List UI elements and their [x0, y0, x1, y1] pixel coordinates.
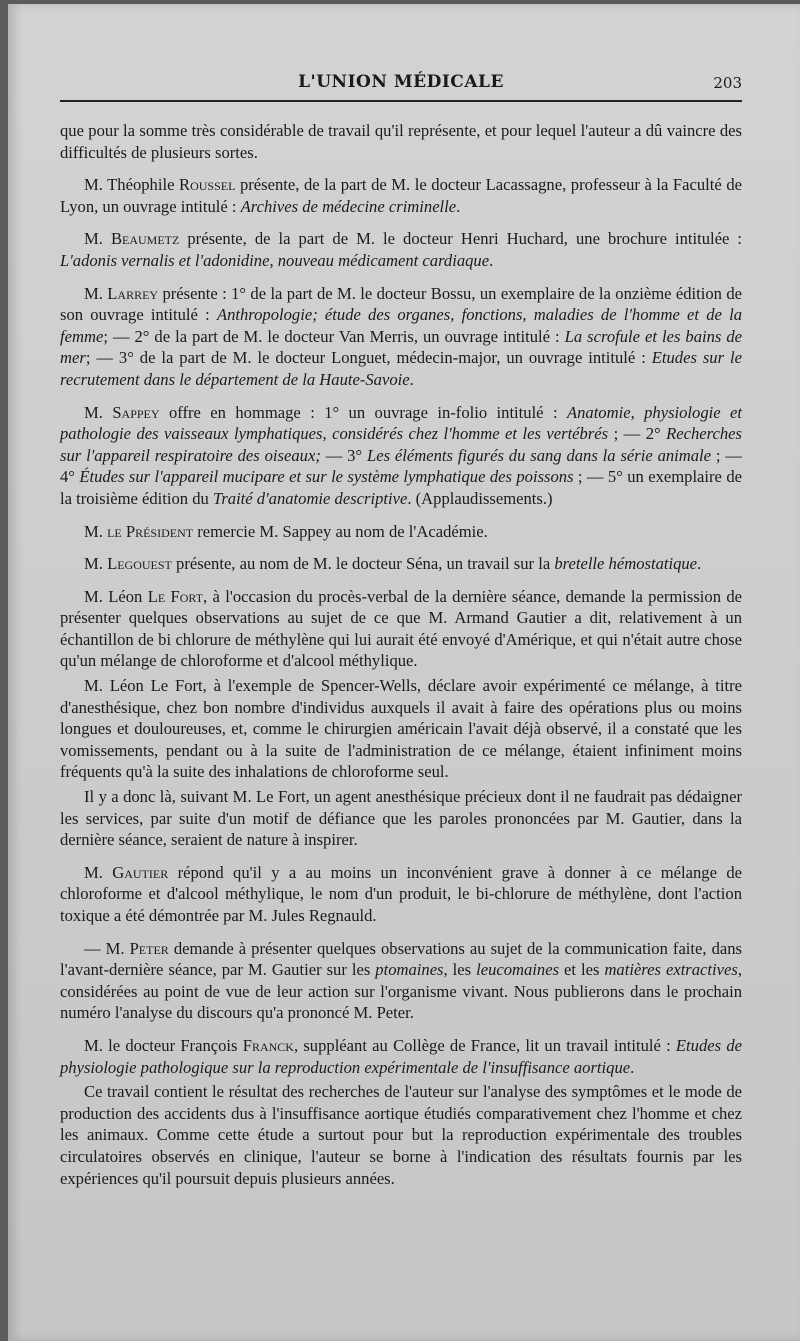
person-name: Sappey [112, 402, 160, 422]
person-name: le Président [107, 521, 194, 541]
paragraph-p2 [60, 174, 742, 217]
paragraph-p4 [60, 283, 742, 391]
text-run: ; — 2° [608, 424, 667, 444]
paragraph-p11 [60, 862, 742, 927]
article-body [60, 120, 742, 1200]
text-run: présente, de la part de M. le docteur Henri Huchard, une brochure intitulée : [179, 229, 742, 249]
paragraph-p6 [60, 521, 742, 543]
text-run: — M. [84, 938, 130, 958]
text-run: , à l'occasion du procès-verbal de la dernière séance, demande la permission de présenter quelques observations au sujet de ce que M. Armand Gautier a dit, relativement à un échantillon de bi chlorure de méthylène qui lui aurait été envoyé d'Amérique, et qui n'était autre chose qu'un mélange de chloroforme et d'alcool méthylique. [60, 586, 742, 671]
person-name: Beaumetz [110, 229, 180, 249]
running-title: L'UNION MÉDICALE [298, 72, 504, 92]
person-name: Le Fort [147, 586, 204, 606]
page-number: 203 [713, 74, 742, 92]
italic-title: Etudes de physiologie pathologique sur la reproduction expérimentale de l'insuffisance aortique [60, 1035, 742, 1077]
text-run: offre en hommage : 1° un ouvrage in-folio intitulé : [159, 402, 567, 422]
text-run: M. [84, 521, 108, 541]
paragraph-p12 [60, 938, 742, 1024]
text-run: , suppléant au Collège de France, lit un travail intitulé : [293, 1035, 676, 1055]
text-run: répond qu'il y a au moins un inconvénient grave à donner à ce mélange de chloroforme et d'alcool méthylique, le nom d'un produit, le bi-chlorure de méthylène, dont l'action toxique a été démontrée par M. Jules Regnauld. [60, 862, 742, 925]
text-run: M. le docteur François [84, 1035, 243, 1055]
person-name: Peter [129, 938, 169, 958]
paragraph-p10 [60, 786, 742, 851]
text-run: M. [84, 554, 108, 574]
text-run: M. Léon [84, 586, 148, 606]
text-run: . [409, 369, 414, 389]
text-run: M. [84, 862, 113, 882]
italic-title: matières extractives [604, 960, 738, 980]
person-name: Gautier [112, 862, 169, 882]
italic-title: leucomaines [476, 960, 560, 980]
italic-title: Etudes sur le recrutement dans le département de la Haute-Savoie [60, 348, 742, 389]
text-run: ; — 4° [60, 445, 742, 487]
text-run: ; — 2° de la part de M. le docteur Van Merris, un ouvrage intitulé : [103, 326, 565, 346]
paragraph-p9 [60, 675, 742, 783]
paragraph-p3 [60, 228, 742, 271]
text-run: M. Léon Le Fort, à l'exemple de Spencer-Wells, déclare avoir expérimenté ce mélange, à titre d'anesthésique, chez bon nombre d'individus auxquels il avait à faire des opérations plus ou moins longues et douloureuses, et, comme le chirurgien américain l'avait déjà observé, il a constaté que les vomissements, pendant ou à la suite de l'administration de ce mélange, étaient infiniment moins fréquents qu'à la suite des inhalations de chloroforme seul. [60, 676, 742, 782]
text-run: que pour la somme très considérable de travail qu'il représente, et pour lequel l'auteur a dû vaincre des difficultés de plusieurs sortes. [60, 121, 742, 162]
italic-title: Archives de médecine criminelle [240, 196, 457, 216]
text-run: demande à présenter quelques observations au sujet de la communication faite, dans l'avant-dernière séance, par M. Gautier sur les [60, 938, 742, 980]
person-name: Larrey [107, 283, 159, 303]
person-name: Legouest [107, 554, 172, 574]
journal-page [8, 4, 800, 1341]
text-run: . [456, 196, 461, 216]
person-name: Roussel [179, 175, 236, 195]
italic-title: Les éléments figurés du sang dans la série animale [366, 445, 712, 465]
italic-title: L'adonis vernalis et l'adonidine, nouveau médicament cardiaque [60, 250, 490, 270]
text-run: M. [84, 229, 111, 249]
text-run: . [489, 250, 494, 270]
paragraph-p8 [60, 586, 742, 672]
italic-title: Anatomie, physiologie et pathologie des vaisseaux lymphatiques, considérés chez l'homme et les vertébrés [60, 402, 742, 444]
text-run: ; — 3° de la part de M. le docteur Longuet, médecin-major, un ouvrage intitulé : [85, 348, 652, 368]
text-run: remercie M. Sappey au nom de l'Académie. [193, 521, 488, 541]
text-run: M. [84, 402, 113, 422]
paragraph-p14 [60, 1081, 742, 1189]
text-run: présente, de la part de M. le docteur Lacassagne, professeur à la Faculté de Lyon, un ouvrage intitulé : [60, 175, 742, 216]
paragraph-p7 [60, 553, 742, 575]
text-run: présente, au nom de M. le docteur Séna, un travail sur la [171, 554, 555, 574]
page-header [60, 70, 742, 102]
italic-title: Anthropologie; étude des organes, fonctions, maladies de l'homme et de la femme [60, 305, 742, 346]
text-run: , les [443, 960, 477, 980]
text-run: et les [559, 960, 605, 980]
text-run: , considérées au point de vue de leur action sur l'organisme vivant. Nous publierons dans le prochain numéro l'analyse du discours qu'a prononcé M. Peter. [60, 960, 742, 1023]
paragraph-p13 [60, 1035, 742, 1078]
italic-title: Études sur l'appareil mucipare et sur le système lymphatique des poissons [79, 467, 574, 487]
italic-title: Recherches sur l'appareil respiratoire des oiseaux; [60, 424, 742, 465]
italic-title: ptomaines [375, 960, 444, 980]
text-run: M. [84, 283, 108, 303]
text-run: ; — 5° un exemplaire de la troisième édition du [60, 467, 742, 508]
italic-title: Traité d'anatomie descriptive [213, 488, 408, 508]
text-run: . (Applaudissements.) [407, 488, 553, 508]
text-run: — 3° [320, 445, 367, 465]
person-name: Franck [242, 1035, 294, 1055]
paragraph-p1 [60, 120, 742, 163]
text-run: . [630, 1057, 635, 1077]
text-run: Ce travail contient le résultat des recherches de l'auteur sur l'analyse des symptômes et le mode de production des accidents dus à l'insuffisance aortique étudiés comparativement chez l'homme et chez les animaux. Comme cette étude a surtout pour but la reproduction expérimentale des troubles circulatoires observés en clinique, l'auteur se borne à l'indication des résultats fournis par les expériences qu'il poursuit depuis plusieurs années. [60, 1082, 742, 1188]
italic-title: La scrofule et les bains de mer [60, 326, 743, 368]
text-run: M. Théophile [84, 175, 179, 195]
text-run: Il y a donc là, suivant M. Le Fort, un agent anesthésique précieux dont il ne faudrait pas dédaigner les services, par suite d'un motif de défiance que les paroles prononcées par M. Gautier, dans la dernière séance, seraient de nature à inspirer. [60, 787, 742, 850]
italic-title: bretelle hémostatique [554, 554, 698, 574]
paragraph-p5 [60, 402, 742, 510]
text-run: . [697, 554, 702, 574]
text-run: présente : 1° de la part de M. le docteur Bossu, un exemplaire de la onzième édition de son ouvrage intitulé : [60, 283, 742, 325]
